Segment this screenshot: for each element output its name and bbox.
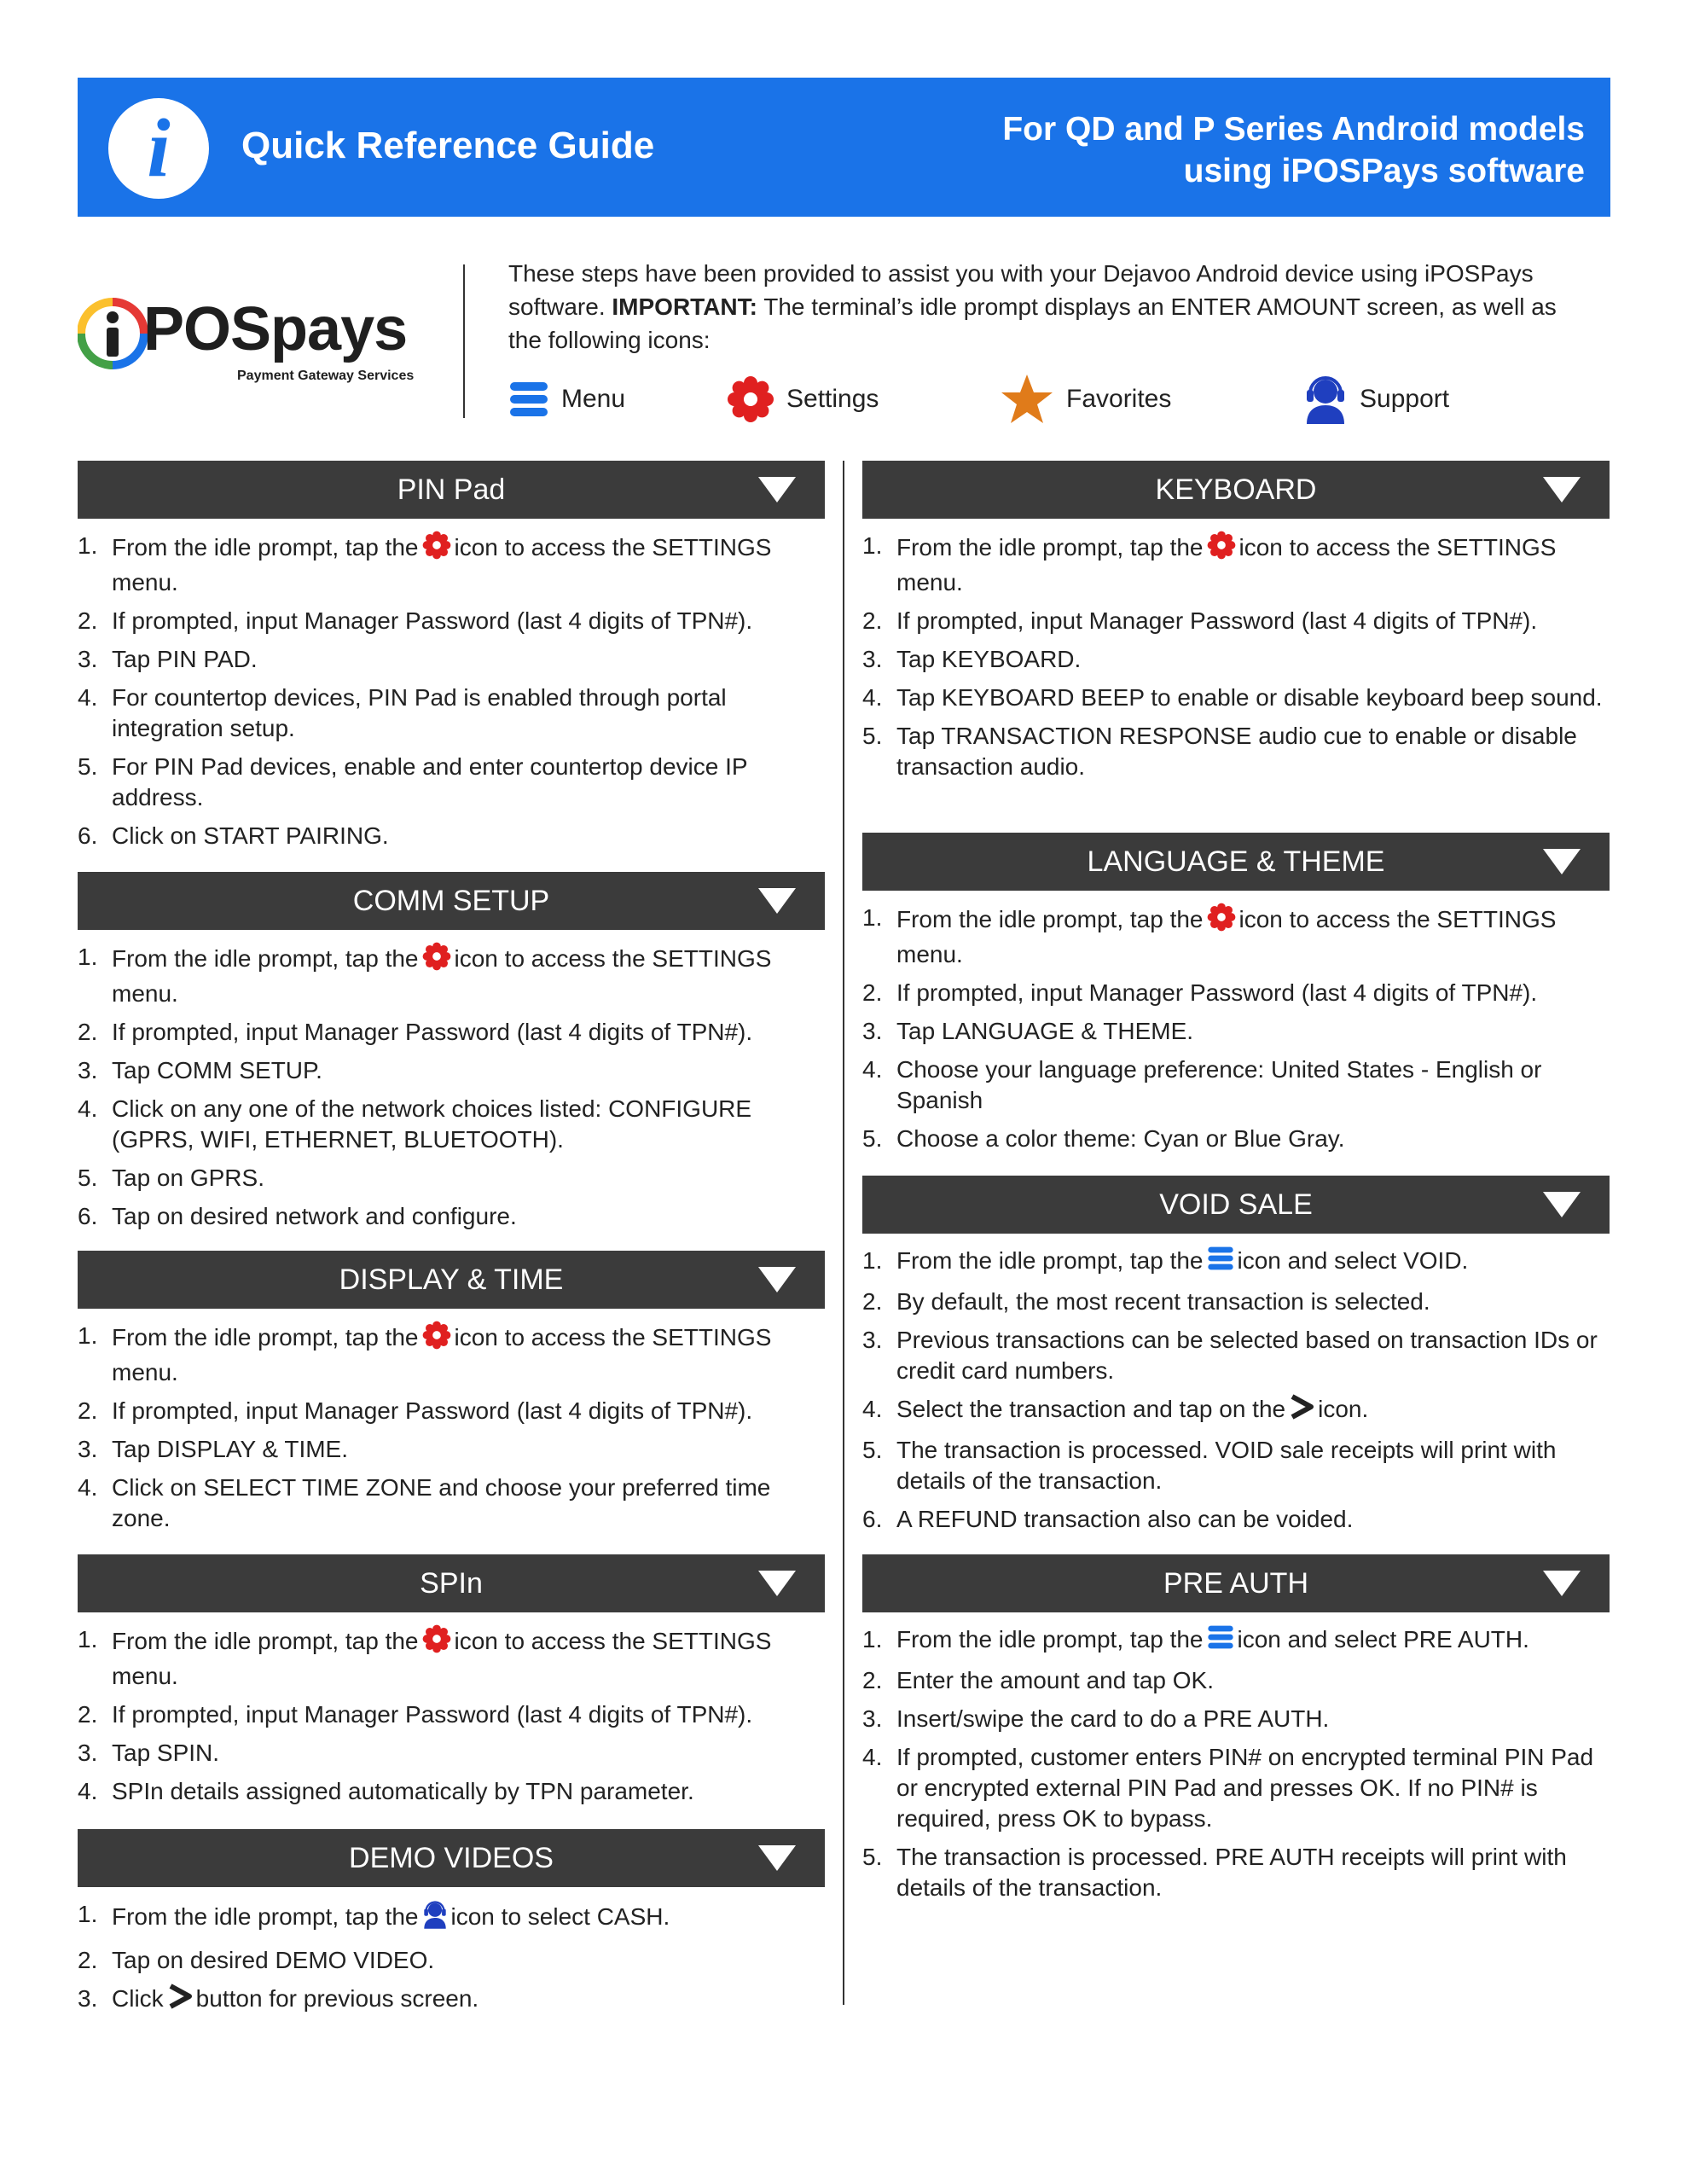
collapse-arrow-icon[interactable] (758, 1571, 796, 1596)
step-number: 3. (862, 1327, 883, 1354)
step-text: From the idle prompt, tap the (112, 1627, 419, 1654)
step-item (78, 1055, 825, 1086)
step-text: Select the transaction and tap on the (896, 1396, 1286, 1423)
subtitle-line-2: using iPOSPays software (1183, 153, 1585, 189)
steps-list (78, 1899, 825, 2017)
step-item (862, 1742, 1610, 1834)
step-item (862, 1054, 1610, 1116)
step-item (862, 1504, 1610, 1535)
step-item (862, 531, 1610, 598)
step-item (78, 682, 825, 744)
step-item (862, 978, 1610, 1008)
step-text: The transaction is processed. PRE AUTH receipts will print with details of the transaction. (896, 1844, 1567, 1902)
settings-icon (422, 531, 451, 567)
step-item (862, 644, 1610, 675)
step-text-continued: icon to access the SETTINGS menu. (896, 905, 1557, 967)
step-text: From the idle prompt, tap the (896, 1247, 1204, 1274)
step-item (78, 1984, 825, 2017)
step-text-continued: icon to access the SETTINGS menu. (112, 533, 772, 595)
step-text: From the idle prompt, tap the (112, 1902, 419, 1930)
step-text: If prompted, customer enters PIN# on encrypted terminal PIN Pad or encrypted external PIN Pad and presses OK. If no PIN# is required, press OK to bypass. (896, 1744, 1594, 1833)
section-header[interactable] (862, 1554, 1610, 1612)
settings-icon (1207, 903, 1236, 939)
step-item (78, 531, 825, 598)
step-text-continued: icon to access the SETTINGS menu. (896, 533, 1557, 595)
step-item (78, 1321, 825, 1388)
settings-icon (727, 375, 774, 423)
step-text: Tap DISPLAY & TIME. (112, 1436, 349, 1462)
step-text: Tap LANGUAGE & THEME. (896, 1018, 1194, 1044)
section-demo-videos (78, 1829, 825, 2024)
section-language-theme (862, 833, 1610, 1162)
step-text-continued: icon to select CASH. (450, 1902, 670, 1930)
step-item (78, 606, 825, 636)
step-number: 3. (862, 1018, 883, 1044)
step-item (78, 1094, 825, 1155)
step-text: Tap KEYBOARD. (896, 646, 1082, 672)
section-header[interactable] (78, 1251, 825, 1309)
step-number: 5. (78, 1165, 98, 1191)
steps-list (78, 1624, 825, 1807)
step-item (78, 1738, 825, 1769)
collapse-arrow-icon[interactable] (758, 1267, 796, 1292)
section-header[interactable] (78, 872, 825, 930)
step-text: For countertop devices, PIN Pad is enabled through portal integration setup. (112, 684, 727, 741)
legend-favorites-label: Favorites (1066, 385, 1172, 413)
step-text-continued: icon to access the SETTINGS menu. (112, 944, 772, 1007)
step-number: 3. (78, 1057, 98, 1083)
step-item (862, 721, 1610, 782)
step-item (78, 1434, 825, 1465)
step-text: From the idle prompt, tap the (896, 533, 1204, 561)
step-number: 3. (862, 1705, 883, 1733)
section-spin (78, 1554, 825, 1815)
section-title: COMM SETUP (352, 885, 550, 917)
step-number: 5. (862, 1437, 883, 1464)
step-text: Click (112, 1985, 164, 2012)
section-header[interactable] (78, 1554, 825, 1612)
legend-support (1303, 372, 1449, 427)
section-title: DEMO VIDEOS (349, 1842, 554, 1874)
step-item (862, 1287, 1610, 1317)
step-number: 4. (78, 1474, 98, 1501)
step-number: 3. (78, 1740, 98, 1766)
step-number: 4. (78, 1778, 98, 1804)
step-text: If prompted, input Manager Password (last 4 digits of TPN#). (896, 979, 1538, 1006)
legend-settings-label: Settings (786, 385, 879, 413)
step-text: Choose your language preference: United States - English or Spanish (896, 1056, 1542, 1113)
intro-text (508, 257, 1592, 357)
legend-support-label: Support (1360, 385, 1450, 413)
step-text-continued: icon to access the SETTINGS menu. (112, 1627, 772, 1689)
step-text: If prompted, input Manager Password (last 4 digits of TPN#). (896, 607, 1538, 634)
step-number: 4. (862, 1396, 883, 1423)
logo-text: POSpays (143, 295, 408, 363)
intro-important: IMPORTANT: (612, 293, 757, 320)
steps-list (862, 1246, 1610, 1535)
step-item (78, 821, 825, 851)
step-text-continued: icon and select PRE AUTH. (1237, 1626, 1529, 1653)
step-text: Tap on GPRS. (112, 1165, 264, 1191)
section-title: LANGUAGE & THEME (1087, 845, 1385, 878)
section-pin-pad (78, 461, 825, 859)
step-number: 2. (862, 1667, 883, 1694)
column-divider (843, 461, 844, 2005)
intro-part-1: These steps have been provided to assist you with your Dejavoo Android device using iPOSPays software. (508, 260, 1534, 320)
step-text: From the idle prompt, tap the (112, 533, 419, 561)
step-item (78, 1201, 825, 1232)
step-text: SPIn details assigned automatically by TPN parameter. (112, 1778, 694, 1804)
ipospays-logo (78, 290, 436, 392)
step-number: 5. (862, 723, 883, 749)
chevron-right-icon (167, 1984, 193, 2017)
step-text: If prompted, input Manager Password (last 4 digits of TPN#). (112, 1397, 753, 1424)
step-text: Tap KEYBOARD BEEP to enable or disable keyboard beep sound. (896, 684, 1603, 711)
step-number: 2. (78, 607, 98, 634)
step-number: 2. (862, 979, 883, 1006)
step-text: Click on START PAIRING. (112, 822, 389, 849)
steps-list (78, 942, 825, 1232)
favorites-icon (1000, 373, 1054, 426)
step-item (862, 1394, 1610, 1427)
section-title: KEYBOARD (1155, 473, 1317, 506)
step-item (862, 1435, 1610, 1496)
steps-list (78, 1321, 825, 1534)
collapse-arrow-icon[interactable] (758, 477, 796, 502)
step-item (78, 1699, 825, 1730)
step-number: 2. (862, 607, 883, 634)
step-text: Insert/swipe the card to do a PRE AUTH. (896, 1705, 1330, 1733)
collapse-arrow-icon[interactable] (1543, 1192, 1581, 1217)
logo-tagline: Payment Gateway Services (237, 369, 415, 383)
intro-part-2: The terminal’s idle prompt displays an ENTER AMOUNT screen, as well as the following icons: (508, 293, 1557, 353)
section-keyboard (862, 461, 1610, 790)
page-subtitle (1002, 108, 1585, 192)
support-icon (422, 1899, 448, 1937)
step-number: 5. (862, 1844, 883, 1871)
section-title: PIN Pad (397, 473, 506, 506)
step-item (78, 1899, 825, 1937)
section-display-time (78, 1251, 825, 1542)
section-title: PRE AUTH (1163, 1567, 1309, 1600)
step-text-continued: icon and select VOID. (1237, 1247, 1469, 1274)
section-title: SPIn (420, 1567, 483, 1600)
step-text: Tap on desired network and configure. (112, 1203, 517, 1229)
step-text: Click on any one of the network choices listed: CONFIGURE (GPRS, WIFI, ETHERNET, BLUETOOTH). (112, 1095, 752, 1153)
section-title: DISPLAY & TIME (339, 1263, 564, 1296)
step-number: 1. (862, 1626, 883, 1653)
step-text: From the idle prompt, tap the (112, 1323, 419, 1350)
step-number: 4. (862, 1056, 883, 1083)
step-number: 3. (78, 1985, 98, 2012)
step-number: 1. (862, 904, 883, 931)
step-number: 1. (78, 1901, 98, 1927)
page-title: Quick Reference Guide (241, 125, 655, 166)
section-header[interactable] (862, 833, 1610, 891)
step-text: If prompted, input Manager Password (last 4 digits of TPN#). (112, 607, 753, 634)
step-item (78, 1776, 825, 1807)
steps-list (862, 1624, 1610, 1903)
step-item (78, 752, 825, 813)
step-number: 4. (862, 684, 883, 711)
collapse-arrow-icon[interactable] (1543, 477, 1581, 502)
step-item (862, 682, 1610, 713)
step-number: 1. (862, 532, 883, 559)
settings-icon (422, 1321, 451, 1357)
step-number: 5. (862, 1125, 883, 1152)
section-header[interactable] (862, 1176, 1610, 1234)
step-item (862, 606, 1610, 636)
step-number: 4. (78, 684, 98, 711)
steps-list (862, 903, 1610, 1154)
step-item (78, 1945, 825, 1976)
collapse-arrow-icon[interactable] (1543, 1571, 1581, 1596)
step-item (862, 903, 1610, 970)
support-icon (1303, 373, 1348, 426)
step-number: 2. (78, 1947, 98, 1973)
settings-icon (422, 942, 451, 979)
step-item (78, 1017, 825, 1048)
menu-icon (508, 380, 549, 418)
step-number: 6. (78, 822, 98, 849)
step-item (78, 1472, 825, 1534)
info-icon: i (108, 98, 209, 199)
step-text: Enter the amount and tap OK. (896, 1667, 1215, 1694)
step-item (862, 1624, 1610, 1658)
step-text: Tap on desired DEMO VIDEO. (112, 1947, 435, 1973)
step-text: Previous transactions can be selected based on transaction IDs or credit card numbers. (896, 1327, 1598, 1385)
legend-menu (508, 372, 625, 427)
step-text: Tap PIN PAD. (112, 646, 258, 672)
step-text: From the idle prompt, tap the (896, 905, 1204, 932)
step-text: Tap SPIN. (112, 1740, 220, 1766)
section-header[interactable] (862, 461, 1610, 519)
step-number: 3. (78, 1436, 98, 1462)
step-text: By default, the most recent transaction is selected. (896, 1288, 1430, 1316)
step-item (78, 644, 825, 675)
step-item (862, 1246, 1610, 1279)
step-number: 3. (78, 646, 98, 672)
collapse-arrow-icon[interactable] (758, 888, 796, 914)
step-text: Click on SELECT TIME ZONE and choose your preferred time zone. (112, 1474, 771, 1531)
step-number: 4. (862, 1744, 883, 1771)
section-header[interactable] (78, 1829, 825, 1887)
chevron-right-icon (1289, 1394, 1314, 1427)
step-item (862, 1016, 1610, 1047)
step-text: If prompted, input Manager Password (last 4 digits of TPN#). (112, 1019, 753, 1045)
step-number: 4. (78, 1095, 98, 1122)
menu-icon (1207, 1246, 1234, 1279)
legend-menu-label: Menu (561, 385, 626, 413)
step-item (862, 1325, 1610, 1386)
step-number: 3. (862, 646, 883, 672)
step-number: 2. (78, 1019, 98, 1045)
step-text: A REFUND transaction also can be voided. (896, 1506, 1354, 1533)
step-item (78, 1624, 825, 1692)
step-number: 2. (78, 1701, 98, 1728)
step-number: 5. (78, 753, 98, 780)
step-item (862, 1665, 1610, 1696)
step-item (862, 1704, 1610, 1734)
step-text: From the idle prompt, tap the (896, 1626, 1204, 1653)
step-item (78, 1396, 825, 1426)
step-text-continued: icon to access the SETTINGS menu. (112, 1323, 772, 1385)
steps-list (78, 531, 825, 851)
step-text-continued: button for previous screen. (195, 1985, 479, 2012)
step-item (78, 1163, 825, 1194)
legend-favorites (1000, 372, 1171, 427)
step-text: From the idle prompt, tap the (112, 944, 419, 972)
ipospays-logo-mark-icon (78, 297, 148, 370)
step-number: 1. (78, 1322, 98, 1349)
section-void-sale (862, 1176, 1610, 1542)
section-title: VOID SALE (1159, 1188, 1313, 1221)
header-banner (78, 78, 1610, 217)
settings-icon (1207, 531, 1236, 567)
step-number: 1. (78, 944, 98, 970)
intro-divider (463, 264, 465, 418)
steps-list (862, 531, 1610, 782)
subtitle-line-1: For QD and P Series Android models (1002, 111, 1585, 148)
step-text: If prompted, input Manager Password (last 4 digits of TPN#). (112, 1701, 753, 1728)
step-text: Tap TRANSACTION RESPONSE audio cue to enable or disable transaction audio. (896, 723, 1577, 780)
step-item (78, 942, 825, 1009)
menu-icon (1207, 1624, 1234, 1658)
collapse-arrow-icon[interactable] (1543, 849, 1581, 874)
step-text: Choose a color theme: Cyan or Blue Gray. (896, 1125, 1345, 1152)
step-number: 1. (78, 1626, 98, 1653)
step-number: 6. (862, 1506, 883, 1533)
step-text-continued: icon. (1318, 1396, 1369, 1423)
section-header[interactable] (78, 461, 825, 519)
step-text: Tap COMM SETUP. (112, 1057, 322, 1083)
legend-settings (727, 372, 879, 427)
step-number: 2. (862, 1288, 883, 1316)
step-number: 1. (862, 1247, 883, 1274)
section-pre-auth (862, 1554, 1610, 1911)
step-item (862, 1842, 1610, 1903)
step-item (862, 1124, 1610, 1154)
step-text: The transaction is processed. VOID sale receipts will print with details of the transaction. (896, 1437, 1557, 1495)
collapse-arrow-icon[interactable] (758, 1845, 796, 1871)
step-number: 1. (78, 532, 98, 559)
step-number: 2. (78, 1397, 98, 1424)
settings-icon (422, 1624, 451, 1661)
section-comm-setup (78, 872, 825, 1240)
step-number: 6. (78, 1203, 98, 1229)
step-text: For PIN Pad devices, enable and enter countertop device IP address. (112, 753, 748, 810)
